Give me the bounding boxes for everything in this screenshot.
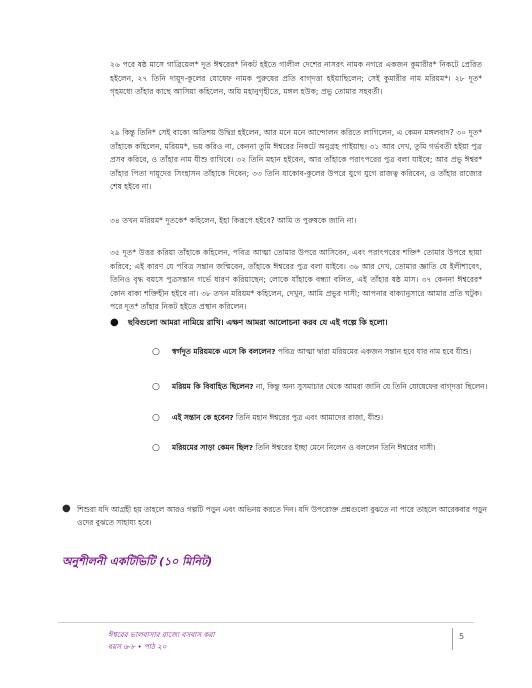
activity-heading: অনুশীলনী একটিভিটি (১০ মিনিট) <box>62 555 213 568</box>
answer-text: পবিত্র আত্মা দ্বারা মরিয়মের একজন সন্তান হবে যার নাম হবে যীশু। <box>275 347 472 356</box>
scripture-paragraph-3: ৩৪ তখন মরিয়ম* দূতকে* কহিলেন, ইহা কিরূপে হইবে? আমি ত পুরুষকে জানি না। <box>110 216 357 225</box>
question-text: এই সন্তান কে হবেন? <box>172 413 234 422</box>
hollow-bullet-icon: ○ <box>152 443 160 453</box>
answer-text: না, কিন্তু অন্য সুসমাচার থেকে আমরা জানি যে তিনি যোষেফের বাগ্‌দত্তা ছিলেন। <box>253 382 488 391</box>
question-text: মরিয়ম কি বিবাহিত ছিলেন? <box>172 382 254 391</box>
hollow-bullet-icon: ○ <box>152 382 160 392</box>
question-text: স্বর্গদূত মরিয়মকে এসে কি বললেন? <box>172 347 276 356</box>
footer-separator <box>452 628 453 650</box>
answer-text: তিনি মহান ঈশ্বরের পুত্র এবং আমাদের রাজা, যীশু। <box>233 413 384 422</box>
page-number: 5 <box>459 632 465 641</box>
footer-subtitle: বয়স ৬-৮ • পাঠ ২০ <box>108 642 167 651</box>
answer-text: তিনি ঈশ্বরের ইচ্ছা মেনে নিলেন ও বললেন তিনি ঈশ্বরের দাসী। <box>253 443 436 452</box>
footer-divider <box>58 622 474 623</box>
hollow-bullet-icon: ○ <box>152 413 160 423</box>
hollow-bullet-icon: ○ <box>152 347 160 357</box>
question-text: মরিয়মের সাড়া কেমন ছিল? <box>172 443 254 452</box>
scripture-paragraph-1: ২৬ পরে ষষ্ঠ মাসে গাব্রিয়েল* দূত ঈশ্বরের* নিকট হইতে গালীল দেশের নাসরৎ নামক নগরে একজন কুমারীর* নিকটে প্রেরিত হইলেন, ২৭ তিনি দায়ূদ-কুলের যোষেফ নামক পুরুষের প্রতি বাগ্‌দত্তা হইয়াছিলেন; সেই কুমারীর নাম মরিয়ম*। ২৮ দূত* গৃহমধ্যে তাঁহার কাছে আসিয়া কহিলেন, অয়ি মহানুগৃহীতে, মঙ্গল হউক; প্রভু তোমার সহবর্তী। <box>110 60 482 97</box>
scripture-paragraph-2: ২৯ কিন্তু তিনি* সেই বাক্যে অতিশয় উদ্বিগ্ন হইলেন, আর মনে মনে আন্দোলন করিতে লাগিলেন, এ কেমন মঙ্গলবাদ? ৩০ দূত* তাঁহাকে কহিলেন, মরিয়ম*, ভয় করিও না, কেননা তুমি ঈশ্বরের নিকটে অনুগ্রহ পাইয়াছ। ৩১ আর দেখ, তুমি গর্ভবতী হইয়া পুত্র প্রসব করিবে, ও তাঁহার নাম যীশু রাখিবে। ৩২ তিনি মহান হইবেন, আর তাঁহাকে পরাৎপরের পুত্র বলা যাইবে; আর প্রভু ঈশ্বর* তাঁহার পিতা দায়ূদের সিংহাসন তাঁহাকে দিবেন; ৩৩ তিনি যাকোব-কুলের উপরে যুগে যুগে রাজত্ব করিবেন, ও তাঁহার রাজ্যের শেষ হইবে না। <box>110 128 482 192</box>
instruction-bullet-text: শিশুরা যদি আগ্রহী হয় তাহলে আরও গল্পটি পড়ুন এবং অভিনয় করতে দিন। যদি উপরোক্ত প্রশ্নগুলো বুঝতে না পারে তাহলে আরেকবার পড়ুন ওদের বুঝতে সাহায্য হবে। <box>77 505 487 527</box>
footer-title: ঈশ্বরের ভালবাসার রাজ্যে বসবাস করা <box>108 630 215 639</box>
bullet-dot-icon: ● <box>62 503 71 514</box>
bullet-dot-icon: ● <box>110 317 119 328</box>
scripture-paragraph-4: ৩৫ দূত* উত্তর করিয়া তাঁহাকে কহিলেন, পবিত্র আত্মা তোমার উপরে আসিবেন, এবং পরাৎপরের শক্তি* তোমার উপরে ছায়া করিবে; এই কারণ যে পবিত্র সন্তান জন্মিবেন, তাঁহাকে ঈশ্বরের পুত্র বলা যাইবে। ৩৬ আর দেখ, তোমার জ্ঞাতি যে ইলীশাবেৎ, তিনিও বৃদ্ধ বয়সে পুত্রসন্তান গর্ভে ধারণ করিয়াছেন; লোকে যাঁহাকে বন্ধ্যা বলিত, এই তাঁহার ষষ্ঠ মাস। ৩৭ কেননা ঈশ্বরের* কোন বাক্য শক্তিহীন হইবে না। ৩৮ তখন মরিয়ম* কহিলেন, দেখুন, আমি প্রভুর দাসী; আপনার বাক্যানুসারে আমার প্রতি ঘটুক। পরে দূত* তাঁহার নিকট হইতে প্রস্থান করিলেন। <box>110 248 482 312</box>
discussion-bullet-text: ছবিগুলো আমরা নামিয়ে রাখি। এক্ষণ আমরা আলোচনা করব যে এই গল্পে কি হলো। <box>128 318 388 327</box>
